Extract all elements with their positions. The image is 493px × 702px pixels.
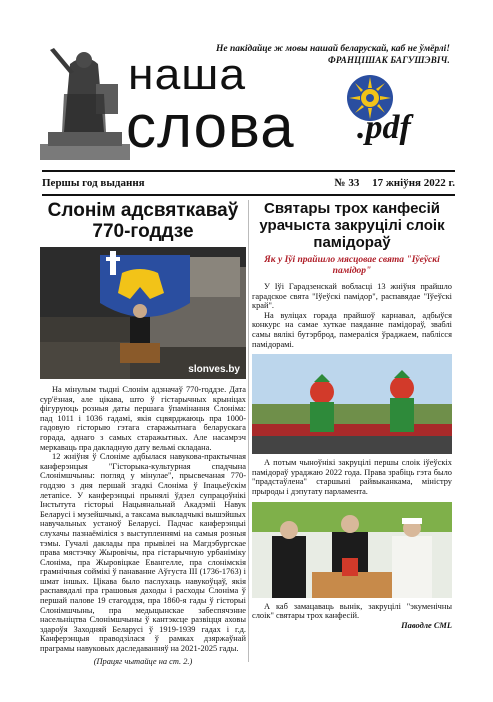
motto-author: ФРАНЦІШАК БАГУШЭВІЧ. xyxy=(327,55,450,65)
right-headline: Святары трох канфесій урачыста закруцілі слоік памідораў xyxy=(259,200,445,251)
left-article-body xyxy=(40,385,246,654)
left-article xyxy=(40,200,246,666)
right-paragraph-3: А потым чыноўнікі закруцілі першы слоік іўеўскіх памідораў ураджаю 2022 года. Права зрабіць гэта было "прадстаўлена" старшыні райвыканкама, міністру прыроды і дэпутату парламента. xyxy=(252,458,452,496)
column-divider xyxy=(248,200,249,662)
right-paragraph-2: На вуліцах горада прайшоў карнавал, адбыўся конкурс на самае хуткае паяданне памідораў, зваблі самы вялікі бутэрброд, памераліся ўраджаем, паблісся памідорамі. xyxy=(252,310,452,349)
issue-date: 17 жніўня 2022 г. xyxy=(372,177,455,189)
statue-illustration xyxy=(40,44,130,160)
right-article-body-bottom xyxy=(252,602,452,621)
info-bar-right xyxy=(325,177,455,189)
right-paragraph-4: А каб замацаваць вынік, закруцілі "экуменічны слоік" святары трох канфесій. xyxy=(252,601,452,621)
right-subheadline: Як у Іўі прайшло мясцовае свята "Іўеўскі памідор" xyxy=(264,255,440,276)
right-article-body-top xyxy=(252,282,452,349)
right-paragraph-1: У Іўі Гарадзенскай вобласці 13 жніўня прайшло гарадское свята "Іўеўскі памідор", распавядае "Іўеўскі край". xyxy=(252,282,452,311)
left-headline: Слонім адсвяткаваў 770-годдзе xyxy=(47,200,239,242)
divider-top xyxy=(42,170,455,172)
clergy-jar-photo xyxy=(252,502,452,598)
motto-quote: Не пакідайце ж мовы нашай беларускай, каб не ўмёрлі! xyxy=(216,44,450,54)
masthead-title-suffix: .pdf xyxy=(357,109,411,146)
left-paragraph-2: 12 жніўня ў Слоніме адбылася навукова-практычная канферэнцыя "Гісторыка-культурная спадчына Слонімшчыны: погляд у мінулае", прысвечаная 770-годдзю з дня першай згадкі Слоніма ў Іпацьеўскім летапісе. У канферэнцыі прынялі ўдзел супрацоўнікі Інстытута гісторыі Нацыянальнай Акадэміі Навук Беларусі і музейшчыкі, а таксама выкладчыкі вышэйшых навучальных устаноў Беларусі. Падчас канферэнцыі слухачы пазнаёміліся з выступленнямі на самыя розныя тэмы. Гучалі даклады пра прывілеі на Магдэбургскае права мястэчку Жыровічы, пра гістарычную урбаніміку Слоніма, пра Жыровіцкае Евангелле, пра слонімскія грамнічныя соймікі ў панаванне Аўгуста III (1736-1763) і шмат іншых. Цікава было паслухаць навукоўцаў, якія распавядалі пра грашовыя даходы і расходы Слоніма ў першай палове 19 стагоддзя, пра 1860-я гады ў гісторыі Слонімшчыны, пра медыцынскае забеспячэнне насельніцтва Слонімшчыны ў кантэксце развіцця аховы здароўя Заходняй Беларусі ў 1919-1939 гадах і г.д. Канферэнцыя праводзілася ў рамках дзяржаўнай праграмы навуковых даследаванняў на 2021-2025 гады. xyxy=(40,452,246,654)
slonim-celebration-photo xyxy=(40,247,246,379)
masthead-title-top: наша xyxy=(128,50,247,99)
divider-bottom xyxy=(42,194,455,196)
masthead-title-bottom: слова xyxy=(126,93,295,160)
right-article xyxy=(252,200,452,630)
continuation-note: (Працяг чытайце на ст. 2.) xyxy=(93,656,193,666)
info-bar-left: Першы год выдання xyxy=(42,177,145,189)
right-credit: Паводле CML xyxy=(401,620,452,630)
carnival-photo xyxy=(252,354,452,454)
photo-watermark: slonves.by xyxy=(188,364,240,375)
issue-number: № 33 xyxy=(334,177,360,189)
left-paragraph-1: На мінулым тыдні Слонім адзначаў 770-годдзе. Дата сур'ёзная, але цікава, што ў гістарычных крыніцах фігуруюць розныя даты першага ўпамінання Слоніма: пад 1011 і 1036 гадамі, якія сцвярджаюць пра 1000-гадовую гісторыю гэтага старажытнага беларускага горада, аднаго з самых старажытных. Але насамрэч меркаваць пра дакладную дату вельмі складана. xyxy=(40,385,246,452)
right-article-body-middle xyxy=(252,458,452,496)
info-bar xyxy=(42,173,455,193)
